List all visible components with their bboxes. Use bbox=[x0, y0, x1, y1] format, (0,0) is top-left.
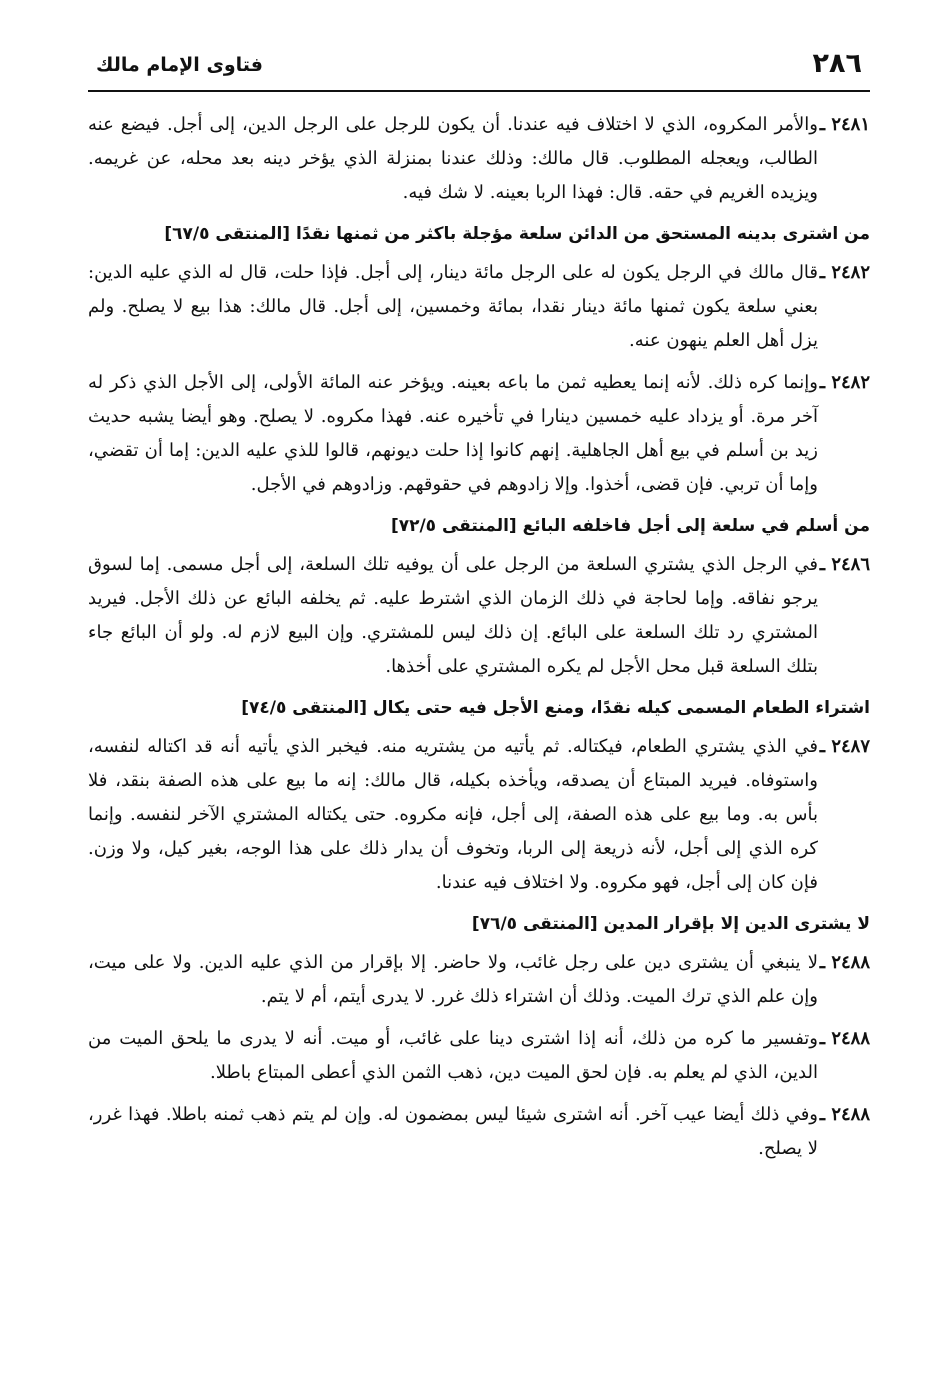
item-text: وإنما كره ذلك. لأنه إنما يعطيه ثمن ما باعه بعينه. ويؤخر عنه المائة الأولى، إلى الأجل الذي ذكر له آخر مرة. أو يزداد عليه خمسين دينارا في تأخيره عنه. فهذا مكروه. لا يصلح. وهو أيضا يشبه حديث زيد بن أسلم في بيع أهل الجاهلية. إنهم كانوا إذا حلت ديونهم، قالوا للذي عليه الدين: إما أن تقضي، وإما أن تربي. فإن قضى، أخذوا. وإلا زادوهم في حقوقهم. وزادوهم في الأجل. bbox=[88, 372, 818, 495]
item-text: قال مالك في الرجل يكون له على الرجل مائة دينار، إلى أجل. فإذا حلت، قال له الذي عليه الدين: بعني سلعة يكون ثمنها مائة دينار نقدا، بمائة وخمسين، إلى أجل. قال مالك: هذا بيع لا يصلح. ولم يزل أهل العلم ينهون عنه. bbox=[88, 262, 818, 351]
item-number: ٢٤٨٨ ـ bbox=[819, 1028, 870, 1049]
item-number: ٢٤٨٨ ـ bbox=[819, 1104, 870, 1125]
paragraph-2488-b bbox=[88, 1022, 870, 1090]
section-heading: لا يشترى الدين إلا بإقرار المدين [المنتقى ٧٦/٥] bbox=[471, 914, 870, 934]
paragraph-2488-c bbox=[88, 1098, 870, 1166]
paragraph-2486 bbox=[88, 548, 870, 684]
paragraph-2487 bbox=[88, 730, 870, 900]
section-heading: اشتراء الطعام المسمى كيله نقدًا، ومنع الأجل فيه حتى يكال [المنتقى ٧٤/٥] bbox=[241, 698, 870, 718]
item-number: ٢٤٨٢ ـ bbox=[819, 372, 870, 393]
item-text: لا ينبغي أن يشترى دين على رجل غائب، ولا حاضر. إلا بإقرار من الذي عليه الدين. ولا على ميت، وإن علم الذي ترك الميت. وذلك أن اشتراء ذلك غرر. لا يدرى أيتم، أم لا يتم. bbox=[88, 952, 818, 1007]
running-title: فتاوى الإمام مالك bbox=[96, 54, 263, 76]
book-page bbox=[88, 40, 870, 1340]
item-number: ٢٤٨١ ـ bbox=[819, 114, 870, 135]
item-text: وفي ذلك أيضا عيب آخر. أنه اشترى شيئا ليس بمضمون له. وإن لم يتم ذهب ثمنه باطلا. فهذا غرر، لا يصلح. bbox=[88, 1104, 818, 1159]
item-number: ٢٤٨٦ ـ bbox=[819, 554, 870, 575]
page-number: ٢٨٦ bbox=[812, 48, 862, 79]
page-content bbox=[88, 92, 870, 1166]
item-text: في الذي يشتري الطعام، فيكتاله. ثم يأتيه من يشتريه منه. فيخبر الذي يأتيه أنه قد اكتاله لنفسه، واستوفاه. فيريد المبتاع أن يصدقه، ويأخذه بكيله، قال مالك: إنه ما بيع على هذه الصفة بنقد، فلا بأس به. وما بيع على هذه الصفة، إلى أجل، فإنه مكروه. حتى يكتاله المشتري الآخر لنفسه. وإنما كره الذي إلى أجل، لأنه ذريعة إلى الربا، وتخوف أن يدار ذلك على هذا الوجه، بغير كيل، ولا وزن. فإن كان إلى أجل، فهو مكروه. ولا اختلاف فيه عندنا. bbox=[88, 736, 818, 893]
paragraph-2481 bbox=[88, 108, 870, 210]
page-header bbox=[88, 40, 870, 92]
item-number: ٢٤٨٢ ـ bbox=[819, 262, 870, 283]
section-heading: من اشترى بدينه المستحق من الدائن سلعة مؤجلة باكثر من ثمنها نقدًا [المنتقى ٦٧/٥] bbox=[164, 224, 870, 244]
item-number: ٢٤٨٧ ـ bbox=[819, 736, 870, 757]
item-text: والأمر المكروه، الذي لا اختلاف فيه عندنا. أن يكون للرجل على الرجل الدين، إلى أجل. فيضع عنه الطالب، ويعجله المطلوب. قال مالك: وذلك عندنا بمنزلة الذي يؤخر دينه بعد محله، عن غريمه. ويزيده الغريم في حقه. قال: فهذا الربا بعينه. لا شك فيه. bbox=[88, 114, 818, 203]
section-heading: من أسلم في سلعة إلى أجل فاخلفه البائع [المنتقى ٧٢/٥] bbox=[390, 516, 870, 536]
item-text: وتفسير ما كره من ذلك، أنه إذا اشترى دينا على غائب، أو ميت. أنه لا يدرى ما يلحق الميت من الدين، الذي لم يعلم به. فإن لحق الميت دين، ذهب الثمن الذي أعطى المبتاع باطلا. bbox=[88, 1028, 818, 1083]
item-text: في الرجل الذي يشتري السلعة من الرجل على أن يوفيه تلك السلعة، إلى أجل مسمى. إما لسوق يرجو نفاقه. وإما لحاجة في ذلك الزمان الذي اشترط عليه. ثم يخلفه البائع عن ذلك الأجل. فيريد المشتري رد تلك السلعة على البائع. إن ذلك ليس للمشتري. وإن البيع لازم له. ولو أن البائع جاء بتلك السلعة قبل محل الأجل لم يكره المشتري على أخذها. bbox=[88, 554, 818, 677]
paragraph-2482-b bbox=[88, 366, 870, 502]
item-number: ٢٤٨٨ ـ bbox=[819, 952, 870, 973]
paragraph-2482 bbox=[88, 256, 870, 358]
paragraph-2488 bbox=[88, 946, 870, 1014]
